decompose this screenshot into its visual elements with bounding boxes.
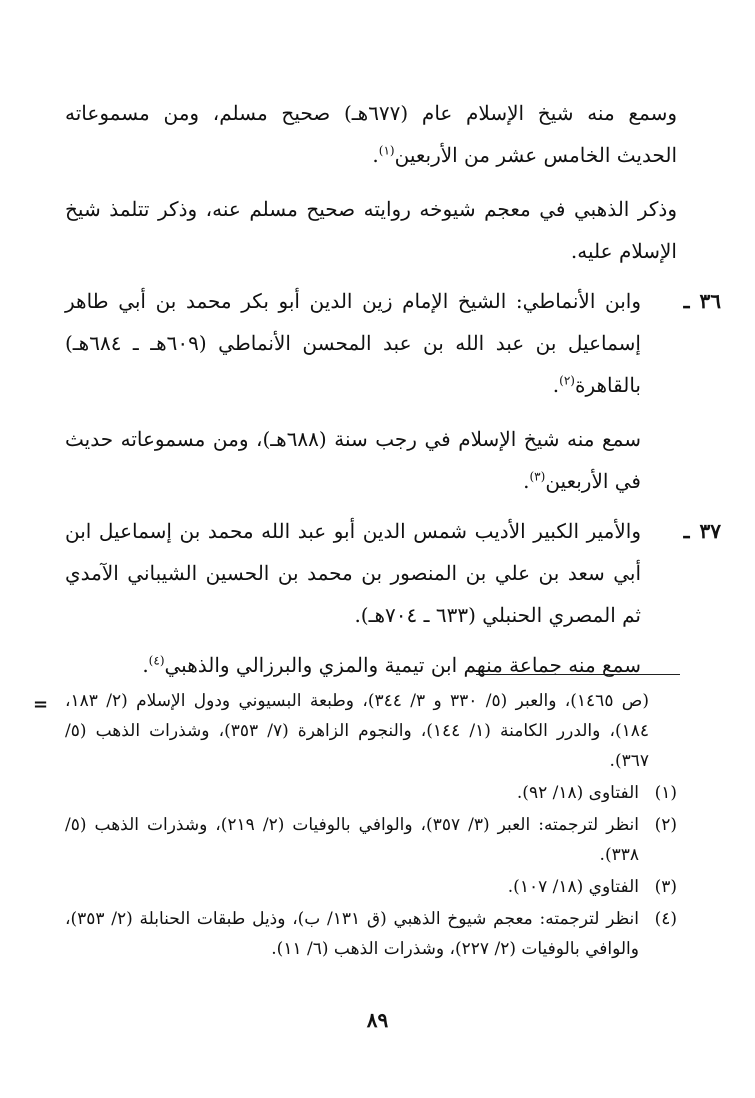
entry-dash: ـ xyxy=(683,289,690,313)
entry-number-37 xyxy=(641,510,721,552)
footnote-text: انظر لترجمته: العبر (٣/ ٣٥٧)، والوافي بالوفيات (٢/ ٢١٩)، وشذرات الذهب (٥/ ٣٣٨). xyxy=(65,815,639,865)
footnote-number: (١) xyxy=(654,783,677,803)
entry-36-text xyxy=(65,280,641,406)
entry-number: ٣٧ xyxy=(699,519,721,543)
footnote-ref-1[interactable]: (١) xyxy=(378,143,395,158)
paragraph-end: . xyxy=(372,143,379,167)
footnote-text: الفتاوي (١٨/ ١٠٧). xyxy=(507,877,639,897)
footnote-text: انظر لترجمته: معجم شيوخ الذهبي (ق ١٣١/ ب)، وذيل طبقات الحنابلة (٢/ ٣٥٣)، والوافي بالوفيات (٢/ ٢٢٧)، وشذرات الذهب (٦/ ١١). xyxy=(65,909,639,959)
entry-number-36 xyxy=(641,280,721,322)
page-number: ٨٩ xyxy=(366,1008,389,1032)
entry-36 xyxy=(65,280,721,406)
entry-36-note xyxy=(65,418,677,502)
paragraph-intro-1 xyxy=(65,92,677,176)
footnote-4 xyxy=(65,904,677,964)
entry-end: . xyxy=(552,373,560,397)
main-text xyxy=(65,92,721,686)
entry-37-text: والأمير الكبير الأديب شمس الدين أبو عبد الله محمد بن إسماعيل ابن أبي سعد بن علي بن المنصور بن محمد بن الحسين الشيباني الآمدي ثم المصري الحنبلي (٦٣٣ ـ ٧٠٤هـ). xyxy=(65,519,641,627)
footnote-3 xyxy=(65,872,677,902)
footnote-ref-2[interactable]: (٢) xyxy=(559,373,575,388)
entry-note-end: . xyxy=(142,653,149,677)
footnotes xyxy=(65,686,677,964)
entry-text: وابن الأنماطي: الشيخ الإمام زين الدين أبو بكر محمد بن أبي طاهر إسماعيل بن عبد الله بن عبد المحسن الأنماطي (٦٠٩هـ ـ ٦٨٤هـ) بالقاهرة xyxy=(65,289,641,397)
footnote-separator xyxy=(476,674,680,675)
entry-note-text: سمع منه جماعة منهم ابن تيمية والمزي والبرزالي والذهبي xyxy=(164,653,641,677)
entry-note-text: سمع منه شيخ الإسلام في رجب سنة (٦٨٨هـ)، ومن مسموعاته حديث في الأربعين xyxy=(65,427,642,493)
footnote-continuation: (ص ١٤٦٥)، والعبر (٥/ ٣٣٠ و ٣/ ٣٤٤)، وطبعة البسيوني ودول الإسلام (٢/ ١٨٣، ١٨٤)، والدرر الكامنة (١/ ١٤٤)، والنجوم الزاهرة (٧/ ٣٥٣)، وشذرات الذهب (٥/ ٣٦٧). xyxy=(65,691,649,771)
footnote-text: الفتاوى (١٨/ ٩٢). xyxy=(516,783,639,803)
footnote-number: (٤) xyxy=(654,909,677,929)
entry-note-end: . xyxy=(523,469,530,493)
footnote-number: (٣) xyxy=(654,877,677,897)
footnote-2 xyxy=(65,810,677,870)
entry-37 xyxy=(65,510,721,636)
paragraph-text: وسمع منه شيخ الإسلام عام (٦٧٧هـ) صحيح مسلم، ومن مسموعاته الحديث الخامس عشر من الأربعين xyxy=(65,101,678,167)
footnote-number: (٢) xyxy=(654,815,677,835)
entry-number: ٣٦ xyxy=(699,289,721,313)
paragraph-intro-2: وذكر الذهبي في معجم شيوخه روايته صحيح مسلم عنه، وذكر تتلمذ شيخ الإسلام عليه. xyxy=(65,197,677,263)
footnote-ref-3[interactable]: (٣) xyxy=(529,469,546,484)
footnote-1 xyxy=(65,778,677,808)
continuation-mark: = xyxy=(33,694,49,715)
footnote-ref-4[interactable]: (٤) xyxy=(148,653,165,668)
entry-dash: ـ xyxy=(683,519,690,543)
entry-37-note xyxy=(65,644,677,686)
